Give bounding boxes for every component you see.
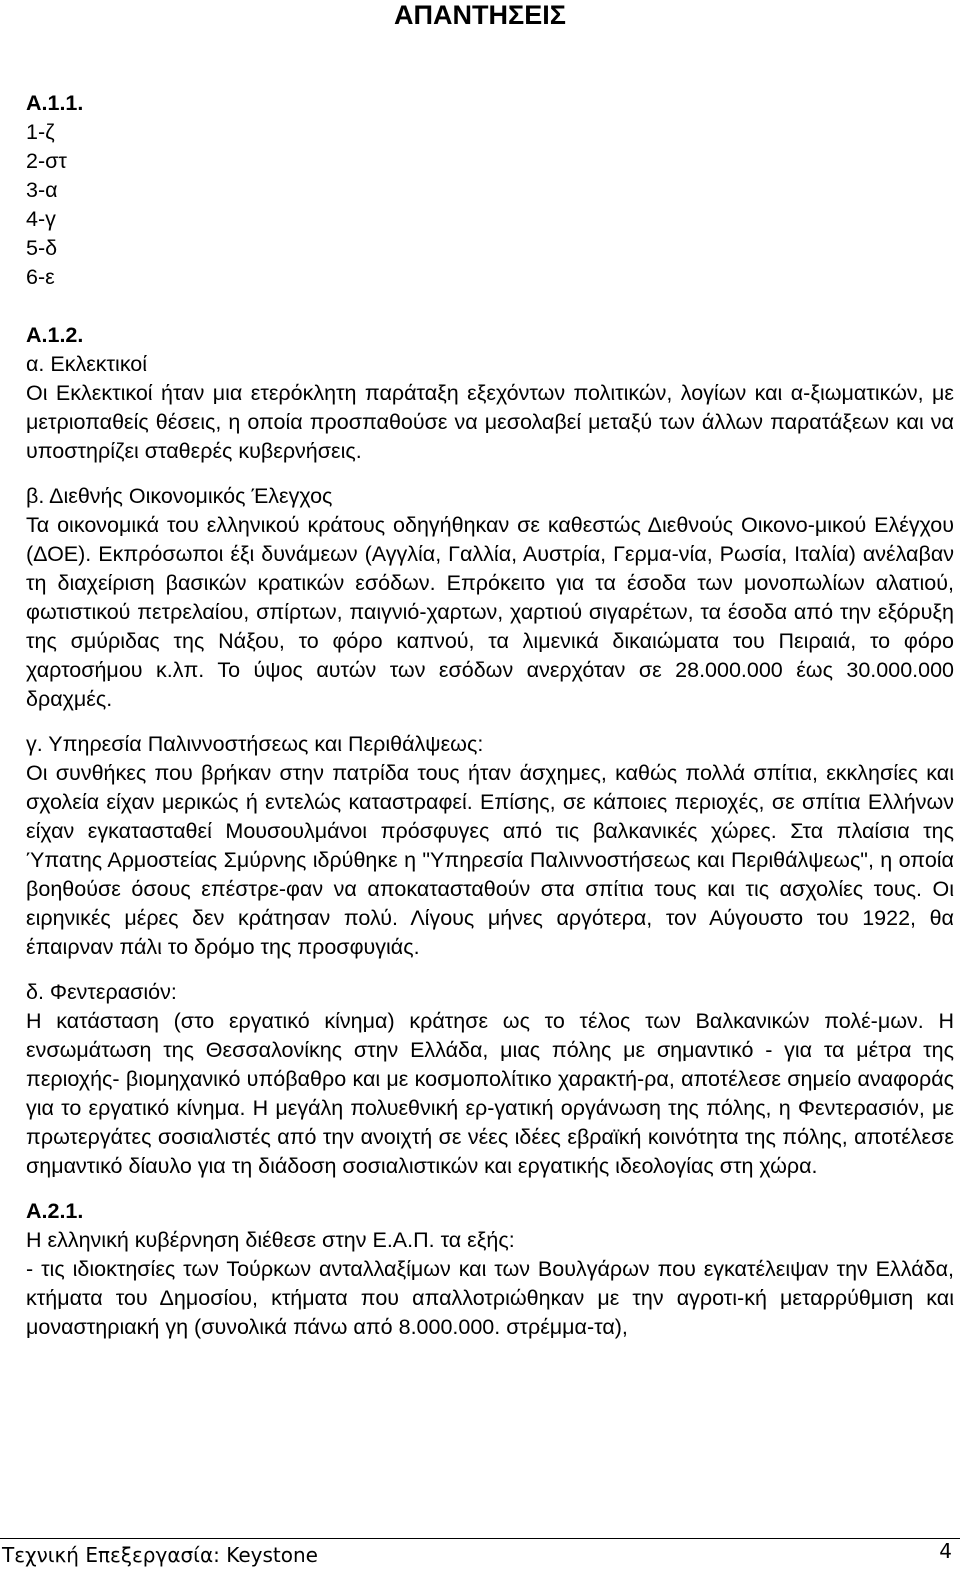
term-text-delta: Η κατάσταση (στο εργατικό κίνημα) κράτησε ως το τέλος των Βαλκανικών πολέ-μων. Η ενσωμάτωση της Θεσσαλονίκης στην Ελλάδα, μιας πόλης με σημαντικό - για τα μέτρα της περιοχής- βιομηχανικό υπόβαθρο και με κοσμοπολίτικο χαρακτή-ρα, αποτέλεσε σημείο αναφοράς για το εργατικό κίνημα. Η μεγάλη πολυεθνική ερ-γατική οργάνωση της πόλης, η Φεντερασιόν, με πρωτεργάτες σοσιαλιστές από την ανοιχτή σε νέες ιδέες εβραϊκή κοινότητα της πόλης, αποτέλεσε σημαντικό δίαυλο για τη διάδοση σοσιαλιστικών και εργατικής ιδεολογίας στη χώρα.	[26, 1009, 954, 1178]
section-heading-a11: Α.1.1.	[26, 91, 84, 115]
term-text-gamma: Οι συνθήκες που βρήκαν στην πατρίδα τους ήταν άσχημες, καθώς πολλά σπίτια, εκκλησίες και σχολεία είχαν μερικώς ή εντελώς καταστραφεί. Επίσης, σε κάποιες περιοχές, σε σπίτια Ελλήνων είχαν εγκατασταθεί Μουσουλμάνοι πρόσφυγες από τις βαλκανικές χώρες. Στα πλαίσια της Ύπατης Αρμοστείας Σμύρνης ιδρύθηκε η "Υπηρεσία Παλιννοστήσεως και Περιθάλψεως", η οποία βοηθούσε όσους επέστρε-φαν να αποκατασταθούν στα σπίτια τους και τις ασχολίες τους. Οι ειρηνικές μέρες δεν κράτησαν πολύ. Λίγους μήνες αργότερα, τον Αύγουστο του 1922, θα έπαιρναν πάλι το δρόμο της προσφυγιάς.	[26, 761, 954, 959]
answer-item: 5-δ	[26, 236, 58, 260]
term-label-delta: δ. Φεντερασιόν:	[26, 980, 177, 1004]
term-text-beta: Τα οικονομικά του ελληνικού κράτους οδηγήθηκαν σε καθεστώς Διεθνούς Οικονο-μικού Ελέγχου (ΔΟΕ). Εκπρόσωποι έξι δυνάμεων (Αγγλία, Γαλλία, Αυστρία, Γερμα-νία, Ρωσία, Ιταλία) ανέλαβαν τη διαχείριση βασικών κρατικών εσόδων. Επρόκειτο για τα έσοδα των μονοπωλίων αλατιού, φωτιστικού πετρελαίου, σπίρτων, παιγνιό-χαρτων, χαρτιού σιγαρέτων, τα έσοδα από την εξόρυξη της σμύριδας της Νάξου, το φόρο καπνού, τα λιμενικά δικαιώματα του Πειραιά, το φόρο χαρτοσήμου κ.λπ. Το ύψος αυτών των εσόδων ανερχόταν σε 28.000.000 έως 30.000.000 δραχμές.	[26, 513, 954, 711]
answer-item: 4-γ	[26, 207, 56, 231]
answer-item: 6-ε	[26, 265, 55, 289]
section-heading-a21: Α.2.1.	[26, 1199, 84, 1223]
footer-credit: Τεχνική Επεξεργασία: Keystone	[2, 1543, 318, 1567]
term-label-gamma: γ. Υπηρεσία Παλιννοστήσεως και Περιθάλψεως:	[26, 732, 484, 756]
answer-item: 3-α	[26, 178, 58, 202]
section-a12	[26, 321, 954, 1181]
term-label-alpha: α. Εκλεκτικοί	[26, 352, 148, 376]
page-title: ΑΠΑΝΤΗΣΕΙΣ	[394, 0, 566, 30]
footer-divider	[0, 1538, 960, 1539]
answer-item: 2-στ	[26, 149, 67, 173]
term-text-alpha: Οι Εκλεκτικοί ήταν μια ετερόκλητη παράταξη εξεχόντων πολιτικών, λογίων και α-ξιωματικών, με μετριοπαθείς θέσεις, η οποία προσπαθούσε να μεσολαβεί μεταξύ των άλλων παρατάξεων και να υποστηρίζει σταθερές κυβερνήσεις.	[26, 381, 954, 463]
section-heading-a12: Α.1.2.	[26, 323, 84, 347]
answers-content	[26, 89, 954, 1342]
list-item: - τις ιδιοκτησίες των Τούρκων ανταλλαξίμων και των Βουλγάρων που εγκατέλειψαν την Ελλάδα, κτήματα του Δημοσίου, κτήματα που απαλλοτριώθηκαν με την αγροτι-κή μεταρρύθμιση και μοναστηριακή γη (συνολικά πάνω από 8.000.000. στρέμμα-τα),	[26, 1257, 954, 1339]
section-intro-a21: Η ελληνική κυβέρνηση διέθεσε στην Ε.Α.Π. τα εξής:	[26, 1228, 515, 1252]
answer-item: 1-ζ	[26, 120, 55, 144]
term-label-beta: β. Διεθνής Οικονομικός Έλεγχος	[26, 484, 333, 508]
page-number: 4	[939, 1539, 952, 1563]
section-a21	[26, 1197, 954, 1342]
section-a11	[26, 89, 954, 292]
